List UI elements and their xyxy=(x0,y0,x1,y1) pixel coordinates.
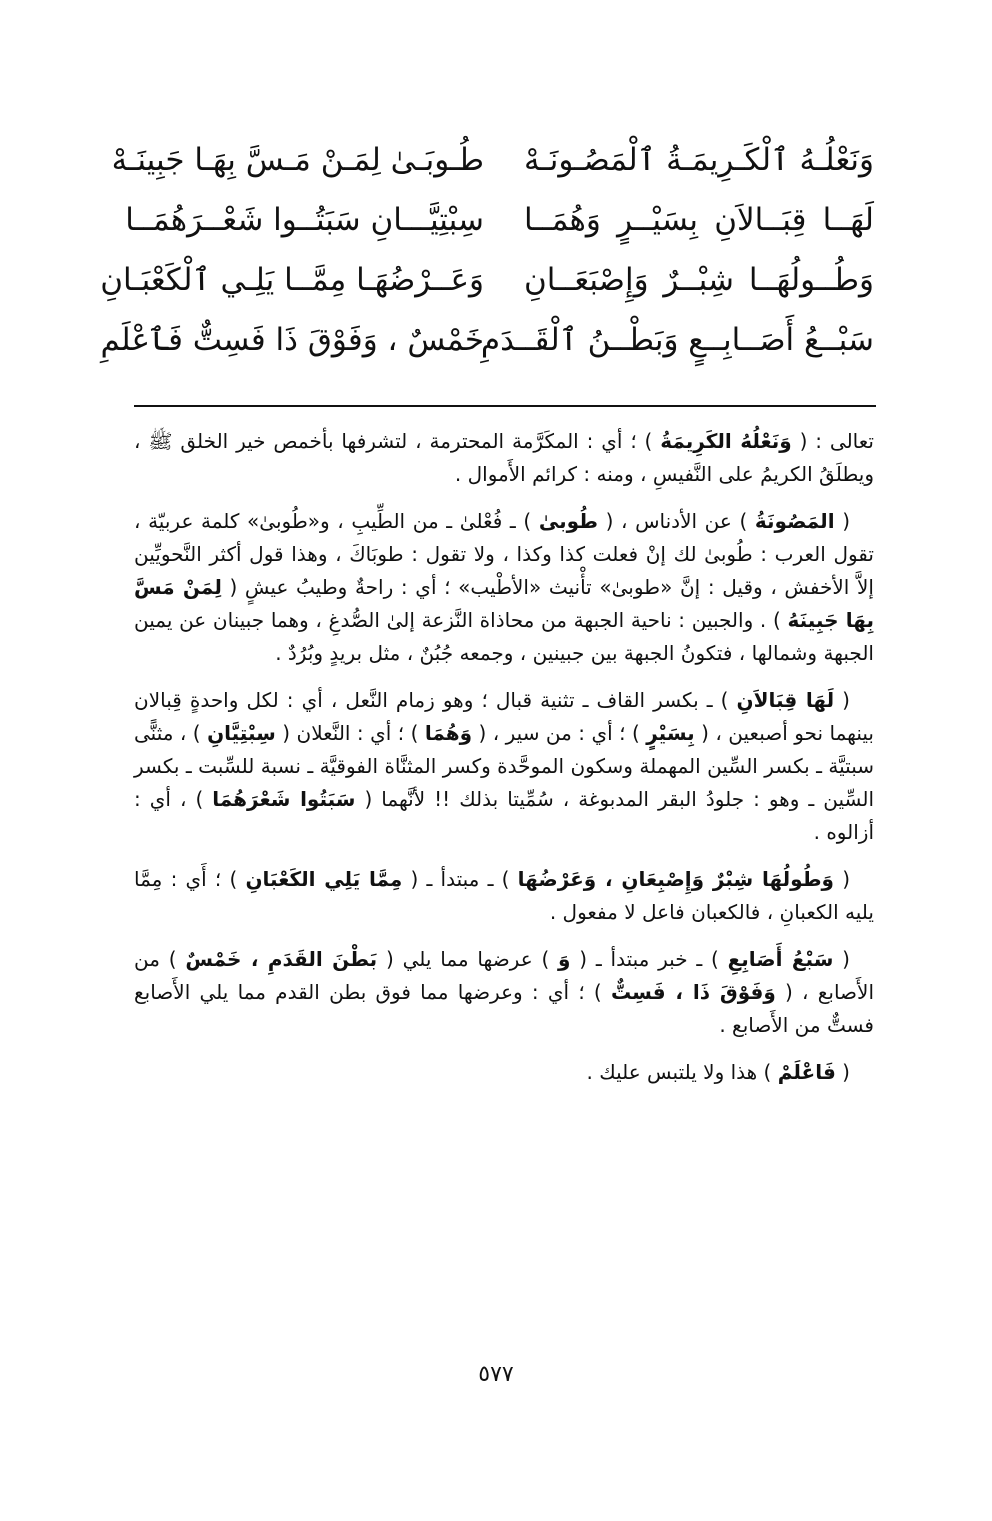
commentary-text: ) هذا ولا يلتبس عليك . xyxy=(586,1060,778,1084)
commentary-paragraph xyxy=(134,1056,874,1089)
commentary-text: ) ـ فُعْلىٰ ـ من الطِّيبِ ، و«طُوبىٰ» كلمة عربيّة ، تقول العرب : طُوبىٰ لك إنْ فعلت كذا وكذا ، ولا تقول : طوبَاكَ ، وهذا قول أكثر النَّحويِّين إلاَّ الأخفش ، وقيل : إنَّ «طوبىٰ» تأْنيث «الأطْيب» ؛ أي : راحةٌ وطيبُ عيشٍ ( xyxy=(134,509,874,599)
commentary-text: ) . والجبين : ناحية الجبهة من محاذاة النَّزعة إلىٰ الصُّدغِ ، وهما جبينان عن يمين الجبهة وشمالها ، فتكونُ الجبهة بين جبينين ، وجمعه جُبُنٌ ، مثل بريدٍ وبُرُدٌ . xyxy=(134,608,874,665)
verse-first-hemistich: لَهَــا قِبَــالاَنِ بِسَيْــرٍ وَهُمَــا xyxy=(524,202,874,238)
lemma-quote: وَ xyxy=(558,947,571,971)
commentary-text: ) ـ خبر مبتدأ ـ ( xyxy=(570,947,728,971)
lemma-quote: سِبْتِيَّانِ xyxy=(207,721,276,745)
verse-first-hemistich: وَنَعْلُـهُ ٱلْكَـرِيمَـةُ ٱلْمَصُـونَـهْ xyxy=(524,142,874,178)
commentary-text: تعالى : ( xyxy=(791,429,874,453)
commentary-text: ) ؛ أي : النَّعلان ( xyxy=(275,721,425,745)
lemma-quote: المَصُونَةُ xyxy=(754,509,835,533)
commentary-text: ) ؛ أي : المكَرَّمة المحترمة ، لتشرفها بأخمص خير الخلق ﷺ ، ويطلَقُ الكريمُ على النَّفيسِ ، ومنه : كرائم الأَموال . xyxy=(134,429,874,486)
commentary-text: ) ؛ أي : وعرضها مما فوق بطن القدم مما يلي الأَصابع فستٌّ من الأَصابع . xyxy=(134,980,874,1037)
commentary-paragraph xyxy=(134,863,874,929)
lemma-quote: لِمَنْ مَسَّ بِهَا جَبِينَهُ xyxy=(134,575,874,632)
lemma-quote: وَنَعْلُهُ الكَرِيمَةُ xyxy=(660,429,792,453)
commentary-text: ) ؛ أي : من سير ، ( xyxy=(472,721,647,745)
commentary-text: ) ـ مبتدأ ـ ( xyxy=(402,867,518,891)
commentary-text: ( xyxy=(834,688,850,712)
lemma-quote: سَبْعُ أَصَابِعِ xyxy=(727,947,834,971)
lemma-quote: طُوبىٰ xyxy=(538,509,598,533)
lemma-quote: وَفَوْقَ ذَا ، فَسِتٌّ xyxy=(610,980,776,1004)
verse-second-hemistich: طُـوبَـىٰ لِمَـنْ مَـسَّ بِهَـا جَبِينَـهْ xyxy=(111,142,484,178)
commentary-text: ) ، أي : أزالوه . xyxy=(134,787,874,844)
commentary-paragraph xyxy=(134,505,874,670)
verse-line xyxy=(111,130,874,190)
commentary-text: ) من الأَصابع ، ( xyxy=(134,947,874,1004)
lemma-quote: فَاعْلَمْ xyxy=(777,1060,836,1084)
commentary-text: ( xyxy=(834,867,850,891)
commentary-text: ) ؛ أَي : مِمَّا يليه الكعبانِ ، فالكعبان فاعل لا مفعول . xyxy=(134,867,874,924)
commentary-text: ) عرضها مما يلي ( xyxy=(377,947,559,971)
lemma-quote: وَهُمَا xyxy=(424,721,473,745)
commentary-text: ) عن الأدناس ، ( xyxy=(597,509,755,533)
lemma-quote: بَطْنَ القَدَمِ ، خَمْسٌ xyxy=(185,947,378,971)
commentary-block xyxy=(134,425,874,1103)
verse-first-hemistich: وَطُــولُهَــا شِبْــرٌ وَإِصْبَعَــانِ xyxy=(524,262,874,298)
lemma-quote: مِمَّا يَلِي الكَعْبَانِ xyxy=(245,867,403,891)
commentary-paragraph xyxy=(134,684,874,849)
verse-second-hemistich: سِبْتِيَّـــانِ سَبَتُــوا شَعْــرَهُمَــا xyxy=(125,202,484,238)
verse-line xyxy=(125,190,874,250)
commentary-text: ) ـ بكسر القاف ـ تثنية قبال ؛ وهو زمام النَّعل ، أي : لكل واحدةٍ قِبالان بينهما نحو أصبعين ، ( xyxy=(134,688,874,745)
commentary-text: ( xyxy=(833,947,850,971)
verse-second-hemistich: خَمْسٌ ، وَفَوْقَ ذَا فَسِتٌّ فَٱعْلَمِ xyxy=(100,322,484,358)
lemma-quote: بِسَيْرٍ xyxy=(646,721,695,745)
verse-block xyxy=(100,130,874,370)
footnote-divider xyxy=(134,405,876,407)
commentary-text: ( xyxy=(834,509,850,533)
commentary-paragraph xyxy=(134,943,874,1042)
lemma-quote: وَطُولُهَا شِبْرٌ وَإِصْبِعَانِ ، وَعَرْضُهَا xyxy=(517,867,834,891)
commentary-text: ( xyxy=(835,1060,850,1084)
lemma-quote: سَبَتُوا شَعْرَهُمَا xyxy=(212,787,356,811)
commentary-paragraph xyxy=(134,425,874,491)
commentary-text: ) ، مثنًّى سبتيَّة ـ بكسر السِّين المهملة وسكون الموحَّدة وكسر المثنَّاة الفوقيَّة ـ نسبة للسِّبت ـ بكسر السِّين ـ وهو : جلودُ البقر المدبوغة ، سُمِّيتا بذلك !! لأنَّهما ( xyxy=(134,721,875,811)
page-number: ٥٧٧ xyxy=(478,1362,514,1387)
verse-line xyxy=(100,310,874,370)
verse-line xyxy=(100,250,874,310)
verse-first-hemistich: سَبْــعُ أَصَــابِــعٍ وَبَطْــنُ ٱلْقَــدَمِ xyxy=(480,322,874,358)
lemma-quote: لَهَا قِبَالاَنِ xyxy=(736,688,835,712)
verse-second-hemistich: وَعَــرْضُهَـا مِمَّــا يَلِـي ٱلْكَعْبَـانِ xyxy=(100,262,484,298)
